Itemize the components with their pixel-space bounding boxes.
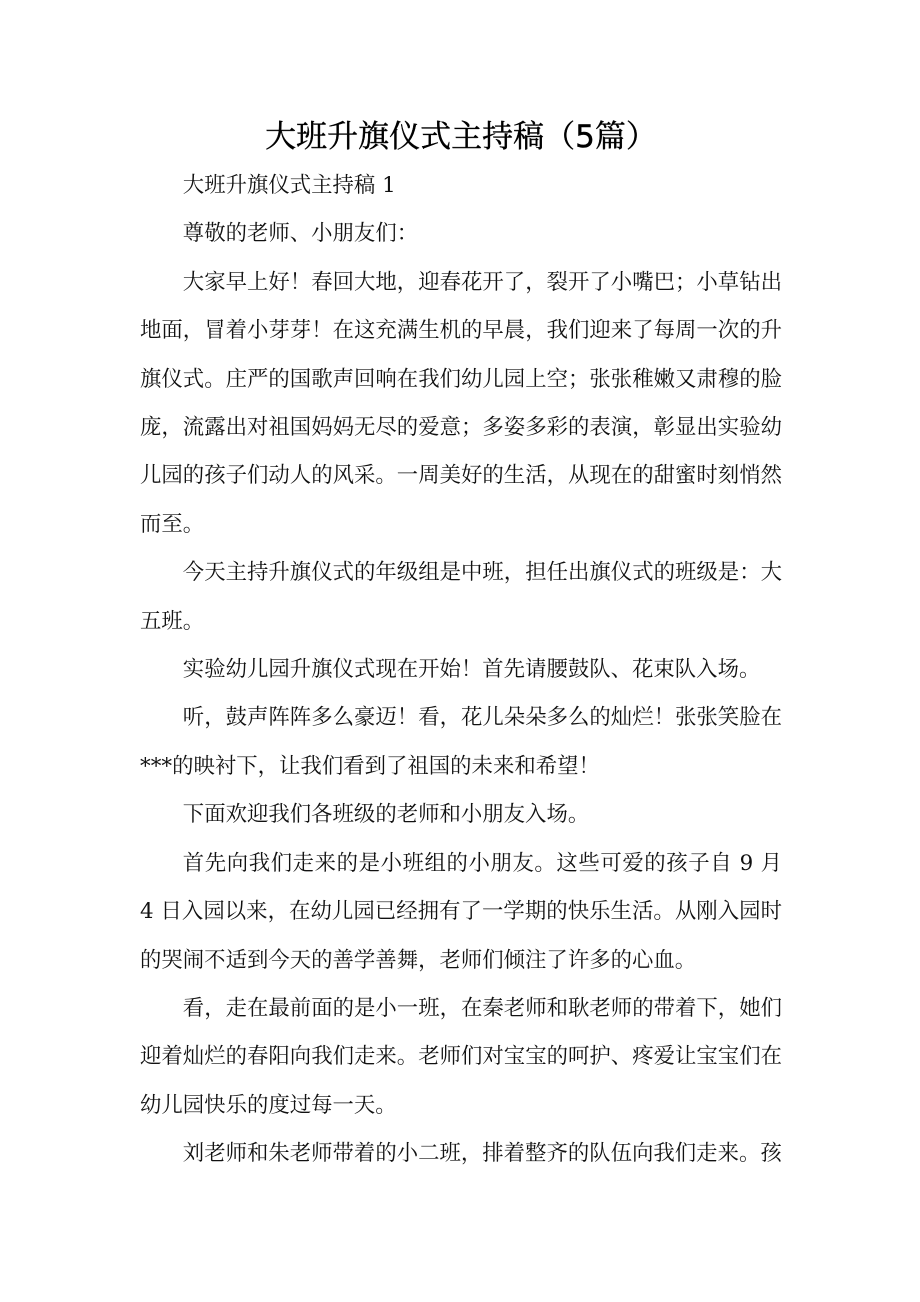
salutation: 尊敬的老师、小朋友们：	[182, 221, 419, 247]
paragraph: 首先向我们走来的是小班组的小朋友。这些可爱的孩子自 9 月 4 日入园以来，在幼儿园已经拥有了一学期的快乐生活。从刚入园时的哭闹不适到今天的善学善舞，老师们倾注了许多的心血。	[140, 850, 782, 973]
paragraph: 听，鼓声阵阵多么豪迈！看，花儿朵朵多么的灿烂！张张笑脸在***的映衬下，让我们看到了祖国的未来和希望！	[140, 705, 782, 779]
paragraph: 看，走在最前面的是小一班，在秦老师和耿老师的带着下，她们迎着灿烂的春阳向我们走来。老师们对宝宝的呵护、疼爱让宝宝们在幼儿园快乐的度过每一天。	[140, 995, 782, 1118]
paragraph: 大家早上好！春回大地，迎春花开了，裂开了小嘴巴；小草钻出地面，冒着小芽芽！在这充满生机的早晨，我们迎来了每周一次的升旗仪式。庄严的国歌声回响在我们幼儿园上空；张张稚嫩又肃穆的脸庞，流露出对祖国妈妈无尽的爱意；多姿多彩的表演，彰显出实验幼儿园的孩子们动人的风采。一周美好的生活，从现在的甜蜜时刻悄然而至。	[140, 269, 782, 537]
paragraph: 刘老师和朱老师带着的小二班，排着整齐的队伍向我们走来。孩	[182, 1141, 782, 1167]
paragraph: 实验幼儿园升旗仪式现在开始！首先请腰鼓队、花束队入场。	[182, 657, 761, 683]
document-title: 大班升旗仪式主持稿（5篇）	[265, 119, 657, 155]
document-page	[140, 112, 782, 1179]
paragraph: 下面欢迎我们各班级的老师和小朋友入场。	[182, 802, 590, 828]
section-heading: 大班升旗仪式主持稿 1	[182, 173, 396, 198]
paragraph: 今天主持升旗仪式的年级组是中班，担任出旗仪式的班级是：大五班。	[140, 560, 782, 634]
